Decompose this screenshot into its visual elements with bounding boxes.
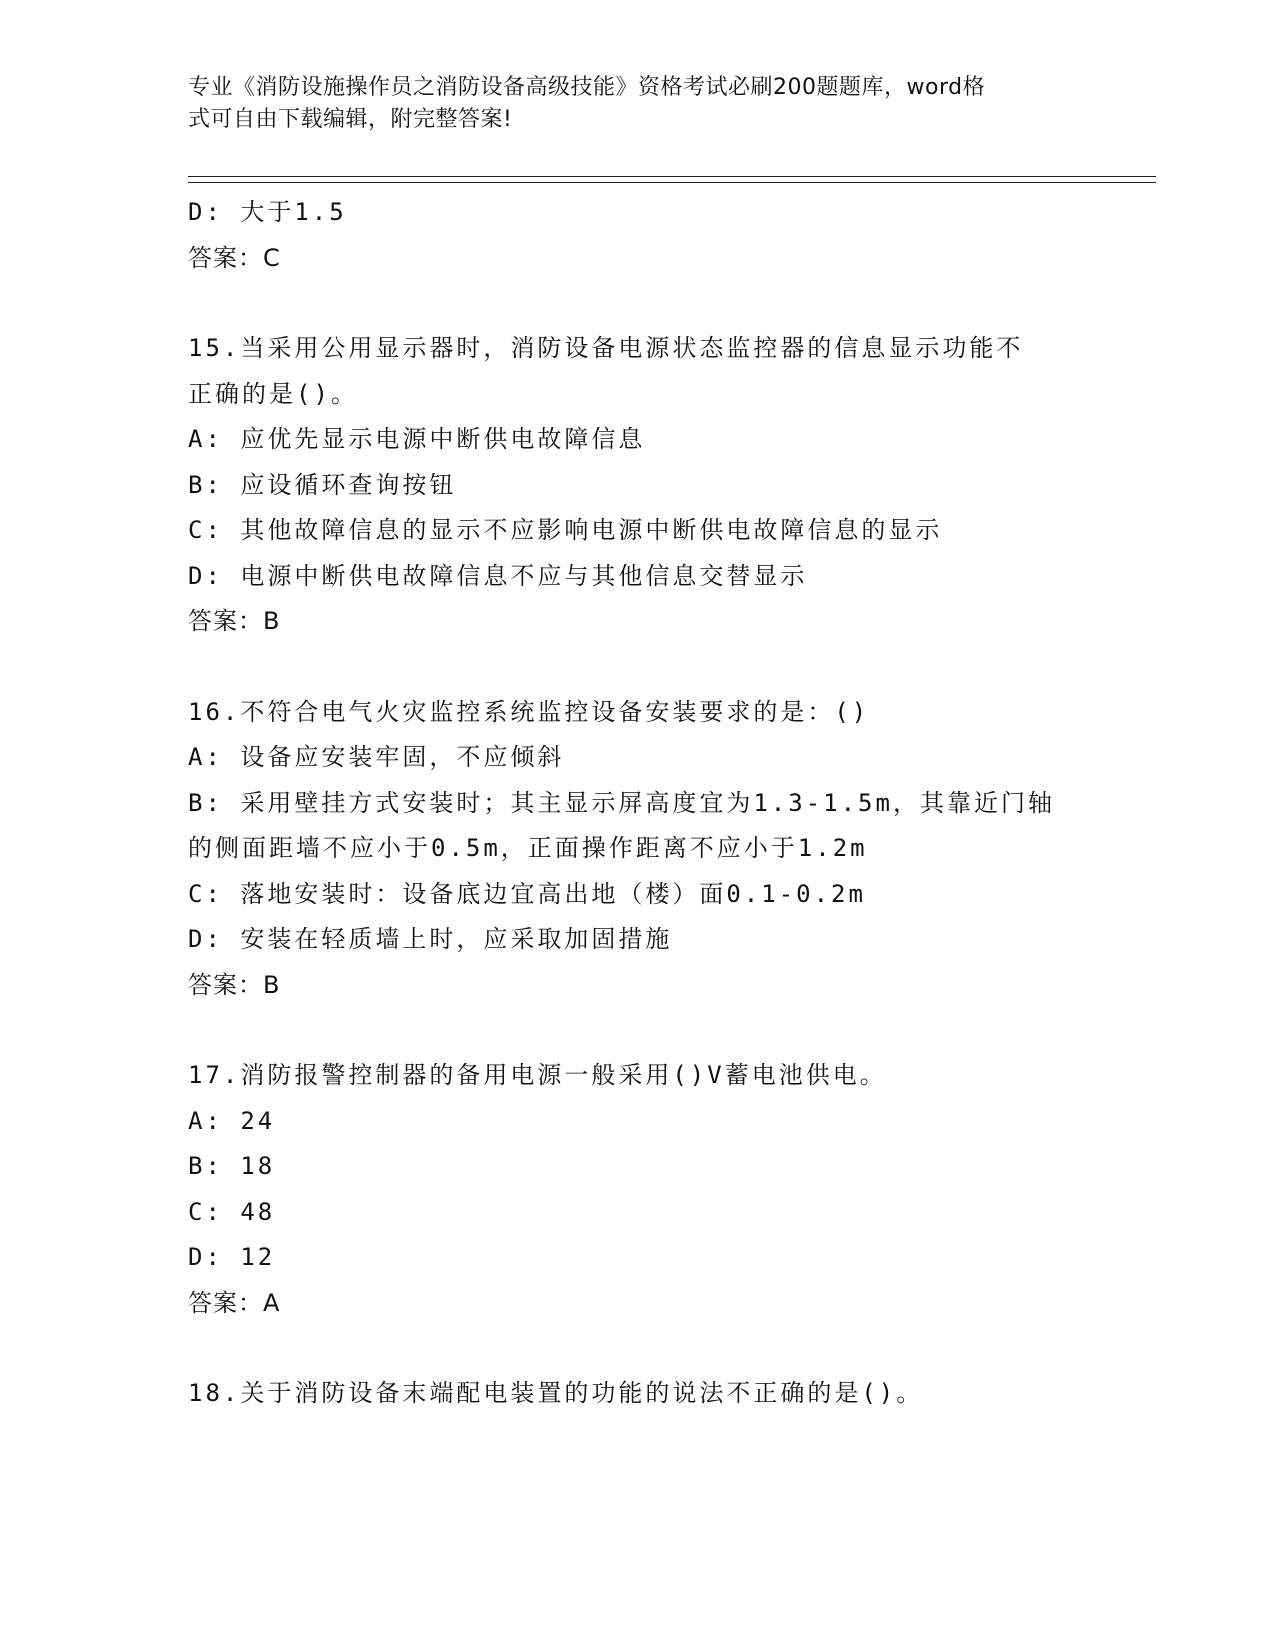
question-15 <box>188 326 1088 645</box>
question-18 <box>188 1371 1088 1417</box>
page-header <box>188 72 1068 136</box>
header-divider <box>188 176 1156 183</box>
option-c: C: 落地安装时：设备底边宜高出地（楼）面0.1-0.2m <box>188 879 866 908</box>
answer: 答案：C <box>188 243 281 272</box>
answer: 答案：A <box>188 1288 281 1317</box>
question-stem: 15.当采用公用显示器时，消防设备电源状态监控器的信息显示功能不 <box>188 334 1024 362</box>
previous-question-fragment <box>188 190 1088 281</box>
answer: 答案：B <box>188 970 281 999</box>
question-16 <box>188 690 1088 1009</box>
option-a: A: 24 <box>188 1106 276 1135</box>
option-b: B: 应设循环查询按钮 <box>188 470 457 499</box>
header-line-2: 式可自由下载编辑，附完整答案! <box>188 107 513 132</box>
header-line-1: 专业《消防设施操作员之消防设备高级技能》资格考试必刷200题题库，word格 <box>188 75 986 100</box>
option-d: D: 安装在轻质墙上时，应采取加固措施 <box>188 925 673 953</box>
spacer <box>188 645 1088 690</box>
option-c: C: 48 <box>188 1197 276 1226</box>
spacer <box>188 281 1088 326</box>
option-d: D: 12 <box>188 1243 276 1271</box>
option-c: C: 其他故障信息的显示不应影响电源中断供电故障信息的显示 <box>188 516 943 544</box>
answer: 答案：B <box>188 607 281 635</box>
option-d: D: 电源中断供电故障信息不应与其他信息交替显示 <box>188 561 808 590</box>
question-content <box>188 190 1088 1417</box>
option-b: B: 18 <box>188 1152 276 1180</box>
question-stem: 16.不符合电气火灾监控系统监控设备安装要求的是：() <box>188 697 870 726</box>
question-stem-continued: 正确的是()。 <box>188 379 358 408</box>
option-b-continued: 的侧面距墙不应小于0.5m，正面操作距离不应小于1.2m <box>188 834 868 862</box>
question-17 <box>188 1053 1088 1326</box>
option-a: A: 应优先显示电源中断供电故障信息 <box>188 425 646 453</box>
question-stem: 17.消防报警控制器的备用电源一般采用()V蓄电池供电。 <box>188 1061 887 1089</box>
option-b: B: 采用壁挂方式安装时；其主显示屏高度宜为1.3-1.5m，其靠近门轴 <box>188 788 1055 817</box>
question-stem: 18.关于消防设备末端配电装置的功能的说法不正确的是()。 <box>188 1379 924 1407</box>
option-a: A: 设备应安装牢固，不应倾斜 <box>188 743 565 771</box>
option-d: D: 大于1.5 <box>188 198 347 226</box>
spacer <box>188 1008 1088 1053</box>
spacer <box>188 1326 1088 1371</box>
